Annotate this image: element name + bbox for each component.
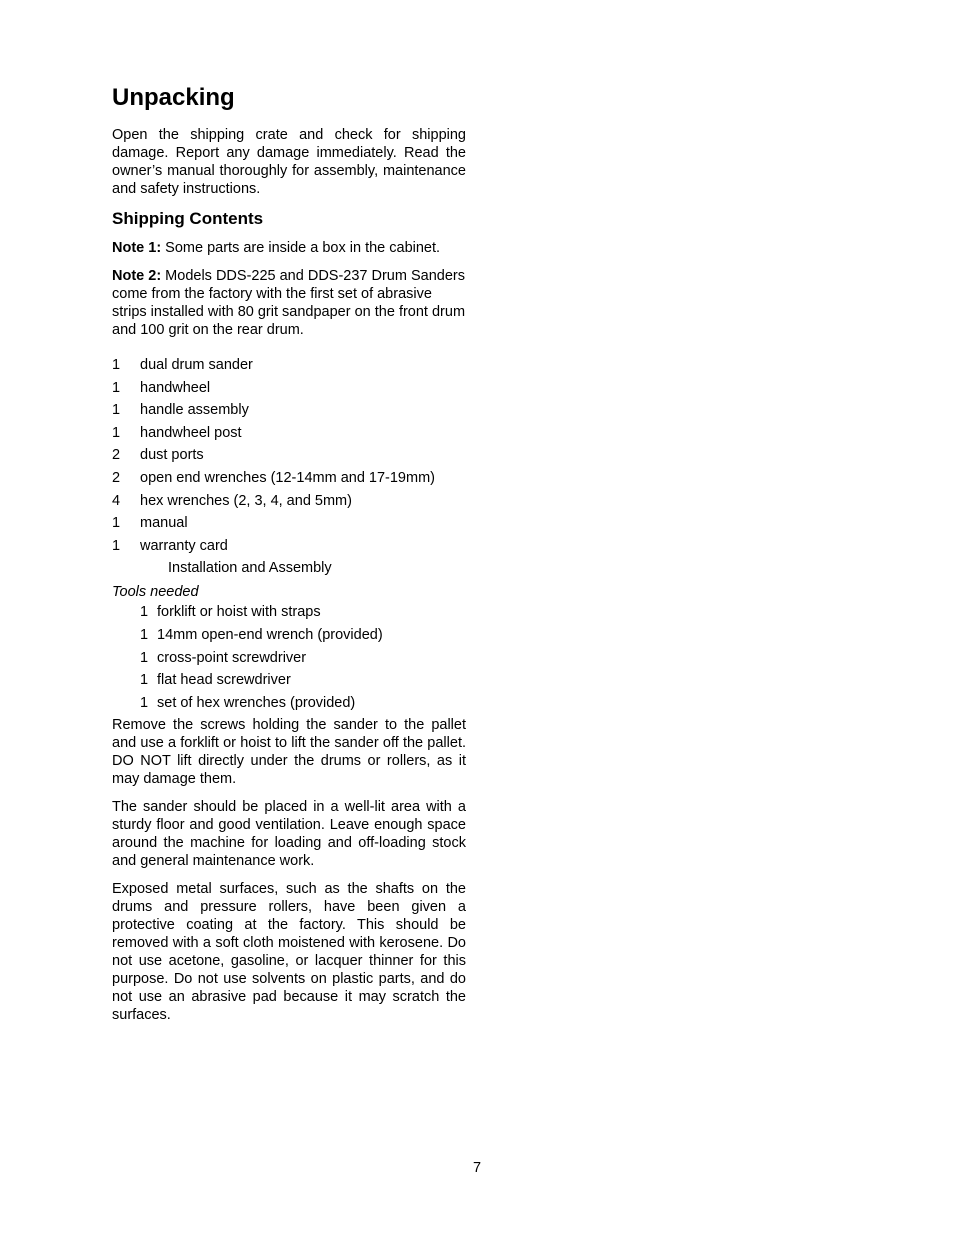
- item-name: handwheel post: [140, 424, 242, 441]
- item-name: warranty card: [140, 537, 228, 554]
- item-name: hex wrenches (2, 3, 4, and 5mm): [140, 492, 352, 509]
- item-name: manual: [140, 515, 188, 532]
- tool-name: cross-point screwdriver: [157, 649, 307, 666]
- list-item: [112, 399, 466, 422]
- tool-quantity: 1: [140, 626, 149, 643]
- item-quantity: 1: [112, 357, 121, 373]
- item-name: handwheel: [140, 379, 211, 396]
- note-1-text: Some parts are inside a box in the cabinet.: [161, 240, 441, 256]
- item-quantity: 1: [112, 379, 121, 396]
- item-quantity: 2: [112, 469, 121, 486]
- item-name: open end wrenches (12-14mm and 17-19mm): [140, 469, 435, 486]
- list-item: [112, 535, 466, 558]
- list-item: [112, 512, 466, 535]
- shipping-contents-heading: Shipping Contents: [112, 209, 264, 228]
- note-1-label: Note 1:: [112, 240, 162, 256]
- item-quantity: 4: [112, 492, 121, 509]
- tool-name: 14mm open-end wrench (provided): [157, 626, 383, 643]
- item-name: dust ports: [140, 447, 204, 464]
- item-name: handle assembly: [140, 402, 249, 419]
- item-quantity: 1: [112, 424, 121, 441]
- tools-needed-title: Tools needed: [112, 584, 199, 601]
- tool-quantity: 1: [140, 604, 149, 621]
- tool-quantity: 1: [140, 672, 149, 689]
- list-item: [112, 490, 466, 513]
- tool-quantity: 1: [140, 694, 149, 711]
- shipping-contents-list: [112, 354, 466, 557]
- item-quantity: 1: [112, 537, 121, 554]
- note-2: [112, 267, 466, 339]
- tools-list: [112, 601, 466, 714]
- list-item: [112, 467, 466, 490]
- list-item: [112, 354, 466, 377]
- page-heading: Unpacking: [112, 84, 235, 111]
- remove-paragraph: Remove the screws holding the sander to the pallet and use a forklift or hoist to lift the sander off the pallet. DO NOT lift directly under the drums or rollers, as it may damage them.: [112, 717, 466, 788]
- installation-heading: Installation and Assembly: [168, 560, 332, 577]
- tool-item: [140, 601, 466, 624]
- tool-item: [140, 647, 466, 670]
- page-number: 7: [472, 1160, 482, 1176]
- intro-paragraph: Open the shipping crate and check for shipping damage. Report any damage immediately. Read the owner’s manual thoroughly for assembly, maintenance and safety instructions.: [112, 127, 466, 197]
- tool-item: [140, 669, 466, 692]
- tool-name: set of hex wrenches (provided): [157, 694, 356, 711]
- item-quantity: 1: [112, 402, 121, 419]
- tool-item: [140, 692, 466, 715]
- tool-name: forklift or hoist with straps: [157, 604, 321, 621]
- tool-item: [140, 624, 466, 647]
- note-1: [112, 239, 466, 257]
- note-2-text: Models DDS-225 and DDS-237 Drum Sanders come from the factory with the first set of abrasive strips installed with 80 grit sandpaper on the front drum and 100 grit on the rear drum.: [112, 268, 466, 338]
- exposed-surfaces-paragraph: Exposed metal surfaces, such as the shafts on the drums and pressure rollers, have been given a protective coating at the factory. This should be removed with a soft cloth moistened with kerosene. Do not use acetone, gasoline, or lacquer thinner for this purpose. Do not use solvents on plastic parts, and do not use an abrasive pad because it may scratch the surfaces.: [112, 881, 466, 1024]
- note-2-label: Note 2:: [112, 268, 162, 284]
- tool-quantity: 1: [140, 649, 149, 666]
- item-name: dual drum sander: [140, 357, 253, 373]
- tool-name: flat head screwdriver: [157, 672, 291, 689]
- list-item: [112, 422, 466, 445]
- list-item: [112, 377, 466, 400]
- list-item: [112, 444, 466, 467]
- placement-paragraph: The sander should be placed in a well-lit area with a sturdy floor and good ventilation. Leave enough space around the machine for loading and off-loading stock and general maintenance work.: [112, 799, 466, 870]
- item-quantity: 1: [112, 515, 121, 532]
- item-quantity: 2: [112, 447, 121, 464]
- content-column: [112, 82, 466, 1034]
